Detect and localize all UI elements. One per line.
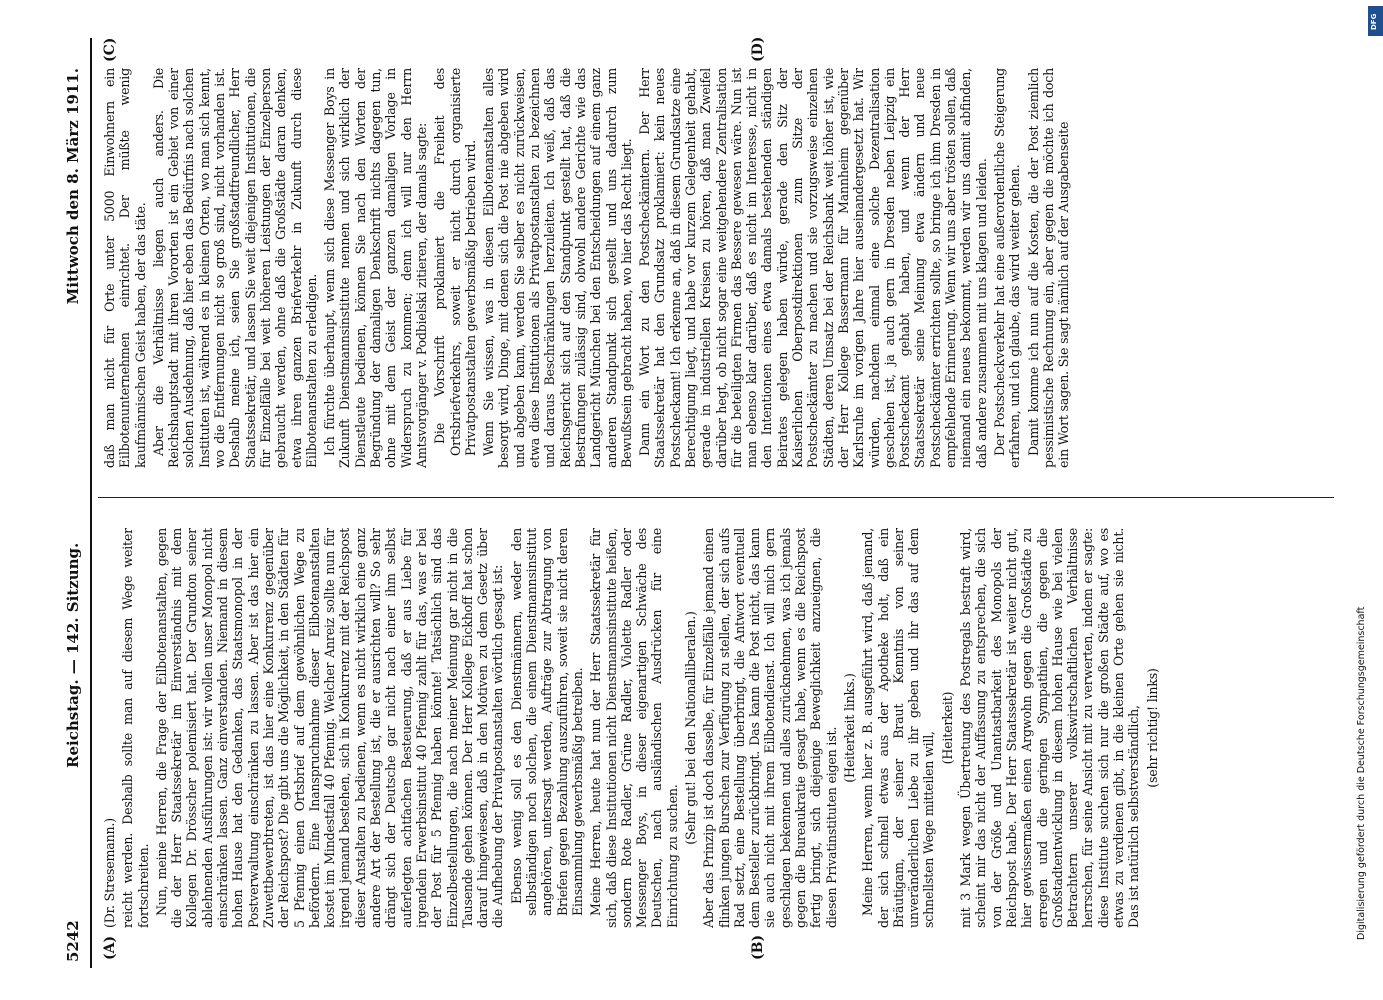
interjection: (Sehr gut! bei den Nationalliberalen.) (682, 611, 698, 845)
margin-letter-a: (A) (102, 935, 118, 960)
paragraph: Der Postscheckverkehr hat eine außerordentliche Steigerung erfahren, und ich glaube, das wird weiter gehen. (991, 68, 1023, 468)
quotation: Die Vorschrift proklamiert die Freiheit des Ortsbriefverkehrs, soweit er nicht durch organisierte Privatpostanstalten gewerbsmäßig betrieben wird. (432, 68, 478, 456)
paragraph: mit 3 Mark wegen Übertretung des Postregals bestraft wird, scheint mir das nicht der Auffassung zu entsprechen, die sich von der Größe und Unantastbarkeit des Monopols der Reichspost habe. Der Herr Staatssekretär ist weiter nicht gut, hier gewissermaßen einen Argwohn gegen die Großstädte zu erregen und die geringen Sympathien, die gegen die Großstadtentwicklung in diesem hohen Hause wie bei vielen Betrachtern unserer volkswirtschaftlichen Verhältnisse herrschen, für seine Ansicht mit zu verwerten, indem er sagte: diese Institute suchen sich nur die großen Städte auf, wo es etwas zu verdienen gibt, in die kleinen Orte gehen sie nicht. Das ist natürlich selbstverständlich, (958, 528, 1142, 928)
paragraph: Ich fürchte überhaupt, wenn sich diese Messenger Boys in Zukunft Dienstmannsinstitute nennen und sich wirklich der Dienstleute bedienen, können Sie nach den Worten der Begründung der damaligen Denkschrift nichts dagegen tun, ohne mit dem Geist der ganzen damaligen Vorlage in Widerspruch zu kommen; denn ich will nur den Herrn Amtsvorgänger v. Podbielski zitieren, der damals sagte: (322, 68, 429, 468)
interjection: (Heiterkeit) (939, 691, 955, 765)
margin-letter-d: (D) (750, 36, 766, 62)
margin-letter-c: (C) (102, 37, 118, 62)
paragraph: Meine Herren, wenn hier z. B. ausgeführt wird, daß jemand, der sich schnell etwas aus der Apotheke holt, daß ein Bräutigam, der seiner Braut Kenntnis von seiner unveränderlichen Liebe zu ihr geben und ihr das auf dem schnellsten Wege mitteilen will, (860, 528, 937, 928)
speaker-note: (Dr. Stresemann.) (102, 818, 117, 928)
left-column (102, 528, 1332, 928)
paragraph: Dann ein Wort zu den Postscheckämtern. Der Herr Staatssekretär hat den Grundsatz proklamiert: kein neues Postscheckamt! Ich erkenne an, daß in diesem Grundsatze eine Berechtigung liegt, und habe vor kurzem Gelegenheit gehabt, gerade in industriellen Kreisen zu hören, daß man Zweifel darüber hegt, ob nicht sogar eine weitgehendere Zentralisation für die beteiligten Firmen das Bessere gewesen wäre. Nun ist man ebenso klar darüber, daß es nicht im Interesse, nicht in den Intentionen eines etwa damals bestehenden ständigen Beirates gelegen haben würde, gerade den Sitz der Kaiserlichen Oberpostdirektionen zum Sitze der Postscheckämter zu machen und sie vorzugsweise einzelnen Städten, deren Umsatz bei der Reichsbank weit höher ist, wie der Herr Kollege Bassermann für Mannheim gegenüber Karlsruhe im vorigen Jahre hier auseinandergesetzt hat. Wir würden, nachdem einmal eine solche Dezentralisation geschehen ist, ja auch gern in Dresden neben Leipzig ein Postscheckamt gehabt haben, und wenn der Herr Staatssekretär seine Meinung etwa ändern und neue Postscheckämter errichten sollte, so bringe ich ihm Dresden in empfehlende Erinnerung. Wenn wir uns aber trösten sollen, daß niemand ein neues bekommt, werden wir uns damit abfinden, daß andere zusammen mit uns klagen und leiden. (637, 68, 989, 468)
paragraph: Nun, meine Herren, die Frage der Eilbotenanstalten, gegen die der Herr Staatssekretär im Einverständnis mit dem Kollegen Dr. Drösscher polemisiert hat. Der Grundton seiner ablehnenden Ausführungen ist: wir wollen unser Monopol nicht einschränken lassen. Ganz einverstanden. Niemand in diesem hohen Hause hat den Gedanken, das Staatsmonopol in der Postverwaltung einschränken zu lassen. Aber ist das hier ein Zuwettbewerbtreten, ist das hier eine Konkurrenz gegenüber der Reichspost? Die gibt uns die Möglichkeit, in den Städten für 5 Pfennig einen Ortsbrief auf dem gewöhnlichen Wege zu befördern. Eine Inanspruchnahme dieser Eilbotenanstalten kostet im Mindestfall 40 Pfennig. Welcher Anreiz sollte nun für irgend jemand bestehen, sich in Konkurrenz mit der Reichspost dieser Anstalten zu bedienen, wenn es nicht wirklich eine ganz andere Art der Bestellung ist, die er ausrichten will? So sehr drängt sich der Deutsche gar nicht nach einer ihm selbst auferlegten achtfachen Besteuerung, daß er aus Liebe für irgendein Erwerbsinstitut 40 Pfennig zahlt für das, was er bei der Post für 5 Pfennig haben könnte! Tatsächlich sind das Einzelbestellungen, die nach meiner Meinung gar nicht in die Tausende gehen können. Der Herr Kollege Eickhoff hat schon darauf hingewiesen, daß in den Motiven zu dem Gesetz über die Aufhebung der Privatpostanstalten wörtlich gesagt ist: (153, 528, 506, 928)
paragraph: Aber das Prinzip ist doch dasselbe, für Einzelfälle jemand einen flinken jungen Burschen zur Verfügung zu stellen, der sich aufs Rad setzt, eine Bestellung überbringt, die Antwort eventuell dem Besteller zurückbringt. Das kann die Post nicht, das kann sie auch nicht mit ihrem Eilbotendienst. Ich will mich gern geschlagen bekennen und alles zurücknehmen, was ich jemals gegen die Bureaukratie gesagt habe, wenn es die Reichspost fertig bringt, sich diejenige Beweglichkeit anzueignen, die diesen Privatinstituten eigen ist. (701, 528, 839, 928)
column-divider (98, 497, 1334, 498)
digitization-credit: Digitalisierung gefördert durch die Deutsche Forschungsgemeinschaft (1356, 606, 1367, 940)
paragraph: Meine Herren, heute hat nun der Herr Staatssekretär für sich, daß diese Institutionen nicht Dienstmannsinstitute heißen, sondern Rote Radler, Grüne Radler, Violette Radler oder Messenger Boys, in dieser eigenartigen Schwäche des Deutschen, nach ausländischen Ausdrücken für eine Einrichtung zu suchen. (588, 528, 680, 928)
paragraph: reicht werden. Deshalb sollte man auf diesem Wege weiter fortschreiten. (120, 528, 151, 928)
session-date: Mittwoch den 8. März 1911. (64, 68, 82, 305)
paragraph: Damit komme ich nun auf die Kosten, die der Post ziemlich pessimistische Rechnung ein, aber gegen die möchte ich doch ein Wort sagen. Sie sagt nämlich auf der Ausgabenseite (1025, 68, 1072, 468)
dfg-logo-text: DFG (1370, 13, 1378, 30)
right-column (102, 68, 1332, 468)
quotation: Ebenso wenig soll es den Dienstmännern, weder den selbständigen noch solchen, die einem Dienstmannsinstitut angehören, untersagt werden, Aufträge zur Abtragung von Briefen gegen Bezahlung auszuführen, soweit sie nicht deren Einsammlung gewerbsmäßig betreiben. (508, 528, 585, 916)
interjection: (Heiterkeit links.) (841, 673, 857, 783)
session-title: Reichstag. — 142. Sitzung. (64, 542, 82, 768)
paragraph: daß man nicht für Orte unter 5000 Einwohnern ein Eilbotenunternehmen einrichtet. Der müßte wenig kaufmännischen Geist haben, der das täte. (102, 68, 148, 468)
interjection: (sehr richtig! links) (1144, 668, 1160, 788)
paragraph: Aber die Verhältnisse liegen auch anders. Die Reichshauptstadt mit ihren Vororten ist ein Gebiet von einer solchen Ausdehnung, daß hier eben das Bedürfnis nach solchen Instituten ist, während es in kleinen Orten, wo man sich kennt, wo die Entfernungen nicht so groß sind, nicht vorhanden ist. Deshalb meine ich, seien Sie großstadtfreundlicher, Herr Staatssekretär, und lassen Sie weit diejenigen Institutionen, die für Einzelfälle bei weit höheren Leistungen der Einzelperson gebraucht werden, ohne daß die Großstädte daran denken, etwa ihren ganzen Briefverkehr in Zukunft durch diese Eilbotenanstalten zu erledigen. (150, 68, 319, 468)
margin-letter-b: (B) (750, 934, 766, 960)
paragraph: Wenn Sie wissen, was in diesen Eilbotenanstalten alles besorgt wird, Dinge, mit denen sich die Post nie abgeben wird und abgeben kann, werden Sie selber es nicht zurückweisen, etwa diese Institutionen als Privatpostanstalten zu bezeichnen und daraus Beschränkungen herzuleiten. Ich weiß, daß das Reichsgericht sich auf den Standpunkt gestellt hat, daß die Bestrafungen zulässig sind, obwohl andere Gerichte wie das Landgericht München bei den Entscheidungen auf einem ganz anderen Standpunkt sich gestellt und uns dadurch zum Bewußtsein gebracht haben, wo hier das Recht liegt. (481, 68, 634, 468)
document-page (50, 38, 1340, 968)
page-number: 5242 (64, 920, 82, 962)
page-header (50, 38, 92, 968)
dfg-logo (1368, 6, 1383, 36)
